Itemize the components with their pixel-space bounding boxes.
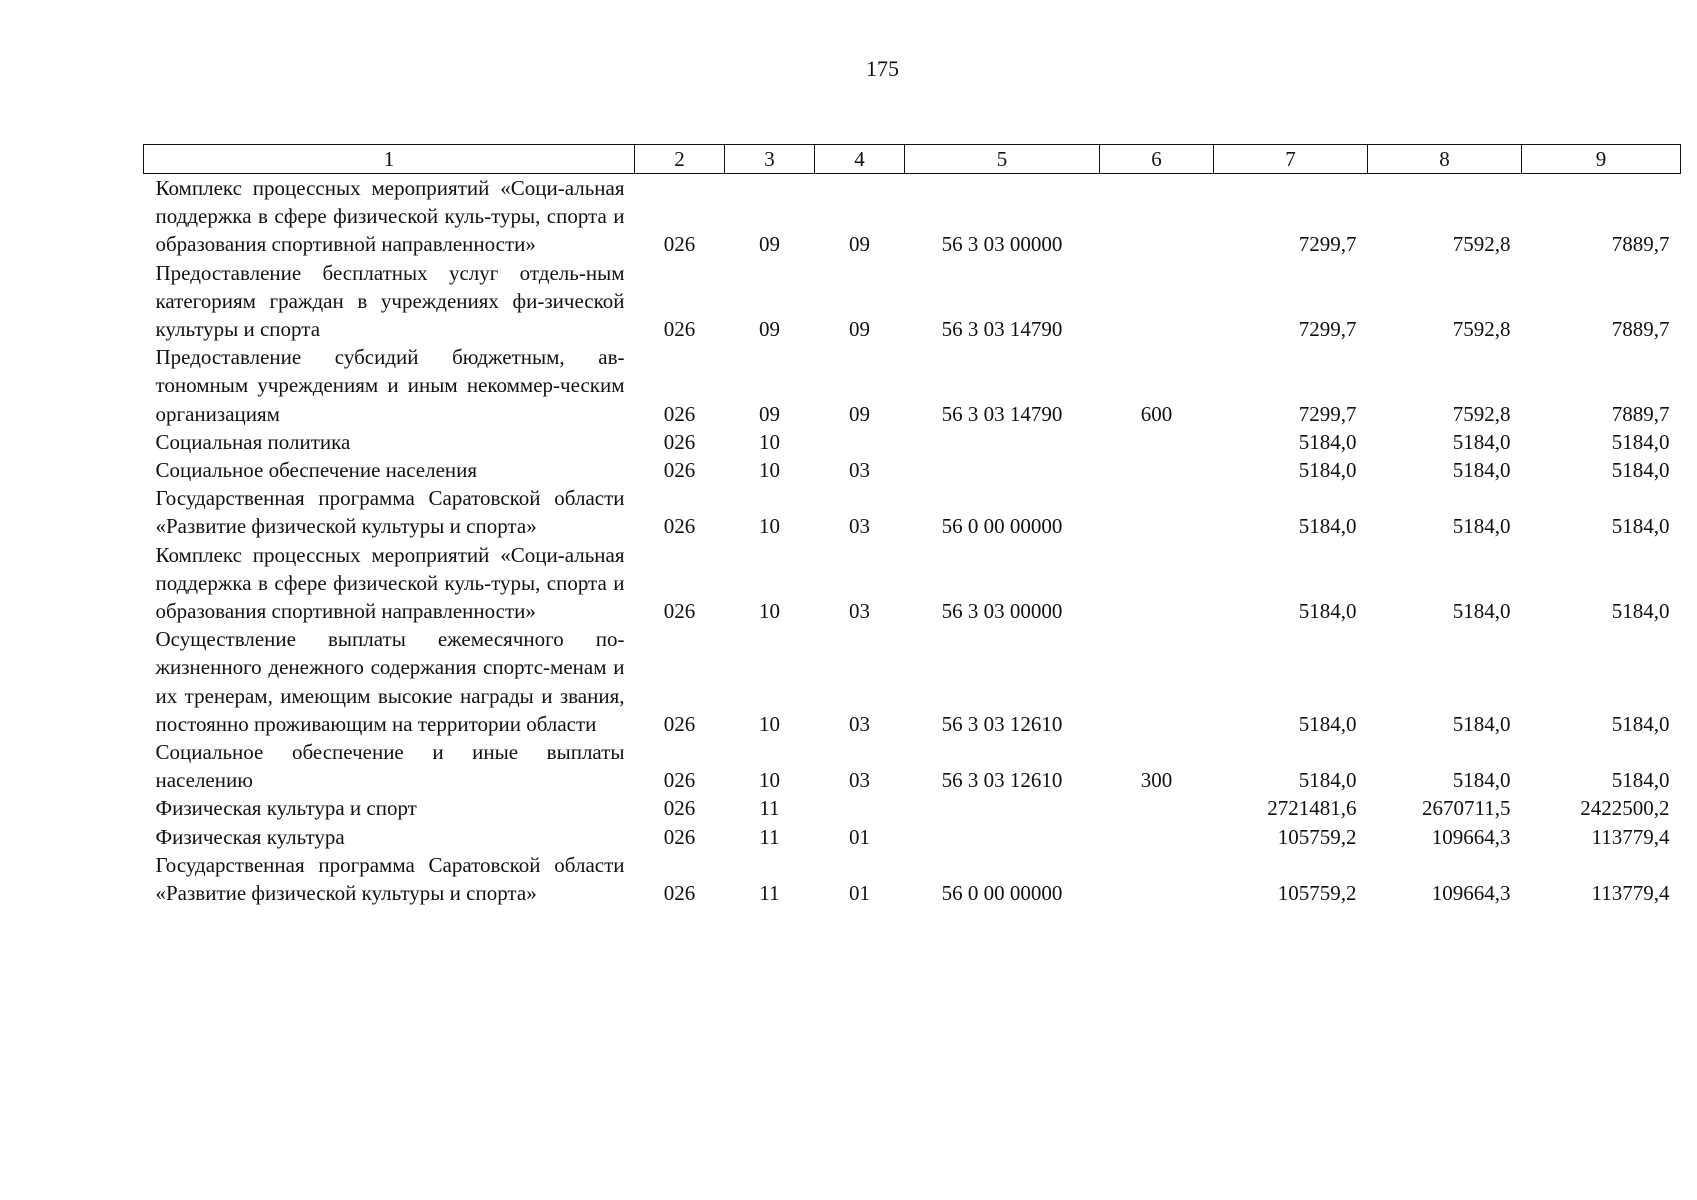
row-subsection: 09	[849, 232, 870, 257]
row-expense-type: 300	[1140, 768, 1173, 793]
row-section: 10	[759, 429, 780, 454]
row-amount-year2: 7592,8	[1452, 401, 1511, 426]
row-expense-type	[1100, 428, 1214, 456]
row-amount-year3: 5184,0	[1611, 429, 1670, 454]
row-expense-type	[1100, 541, 1214, 626]
budget-table	[143, 144, 1681, 907]
row-grbs: 026	[663, 881, 696, 906]
row-name: Государственная программа Саратовской области «Развитие физической культуры и спорта»	[155, 486, 625, 539]
table-row	[144, 625, 1681, 738]
row-grbs: 026	[663, 514, 696, 539]
row-target-article: 56 3 03 12610	[941, 711, 1063, 736]
page-number: 175	[866, 56, 899, 81]
table-row	[144, 174, 1681, 259]
row-amount-year1: 105759,2	[1277, 824, 1357, 849]
row-amount-year3: 5184,0	[1611, 599, 1670, 624]
row-target-article: 56 3 03 12610	[941, 768, 1063, 793]
row-section: 09	[759, 232, 780, 257]
row-expense-type	[1100, 625, 1214, 738]
row-grbs: 026	[663, 429, 696, 454]
table-row	[144, 484, 1681, 540]
row-target-article	[905, 823, 1100, 851]
row-subsection: 09	[849, 401, 870, 426]
row-amount-year3: 113779,4	[1591, 824, 1670, 849]
row-expense-type	[1100, 174, 1214, 259]
row-name: Государственная программа Саратовской области «Развитие физической культуры и спорта»	[155, 852, 625, 906]
row-target-article	[905, 428, 1100, 456]
row-grbs: 026	[663, 824, 696, 849]
row-amount-year2: 7592,8	[1452, 232, 1511, 257]
row-expense-type	[1100, 456, 1214, 484]
row-target-article	[905, 794, 1100, 822]
row-expense-type	[1100, 823, 1214, 851]
header-col-8: 8	[1368, 145, 1522, 174]
header-row	[144, 145, 1681, 174]
row-amount-year3: 5184,0	[1611, 711, 1670, 736]
row-expense-type: 600	[1140, 401, 1173, 426]
header-col-9: 9	[1522, 145, 1681, 174]
header-col-2: 2	[635, 145, 725, 174]
table-header	[144, 145, 1681, 174]
row-amount-year1: 5184,0	[1298, 514, 1357, 539]
row-section: 10	[759, 768, 780, 793]
row-amount-year1: 5184,0	[1298, 768, 1357, 793]
table-row	[144, 428, 1681, 456]
row-grbs: 026	[663, 401, 696, 426]
row-amount-year1: 5184,0	[1298, 429, 1357, 454]
row-amount-year2: 5184,0	[1452, 599, 1511, 624]
header-col-7: 7	[1214, 145, 1368, 174]
row-amount-year2: 5184,0	[1452, 458, 1511, 483]
table-row	[144, 851, 1681, 907]
row-amount-year3: 113779,4	[1591, 881, 1670, 906]
row-amount-year2: 5184,0	[1452, 429, 1511, 454]
row-subsection: 03	[849, 768, 870, 793]
row-amount-year3: 5184,0	[1611, 514, 1670, 539]
row-expense-type	[1100, 484, 1214, 540]
row-grbs: 026	[663, 599, 696, 624]
row-section: 10	[759, 514, 780, 539]
row-section: 10	[759, 599, 780, 624]
row-amount-year3: 7889,7	[1611, 232, 1670, 257]
table-row	[144, 794, 1681, 822]
row-subsection	[815, 428, 905, 456]
header-col-6: 6	[1100, 145, 1214, 174]
row-expense-type	[1100, 794, 1214, 822]
row-expense-type	[1100, 259, 1214, 344]
row-amount-year2: 5184,0	[1452, 768, 1511, 793]
row-amount-year2: 7592,8	[1452, 317, 1511, 342]
row-name: Осуществление выплаты ежемесячного по-жизненного денежного содержания спортс-менам и их тренерам, имеющим высокие награды и звания, постоянно проживающим на территории области	[155, 627, 625, 736]
header-col-1: 1	[144, 145, 635, 174]
row-grbs: 026	[663, 232, 696, 257]
row-amount-year3: 5184,0	[1611, 458, 1670, 483]
row-subsection: 09	[849, 317, 870, 342]
row-grbs: 026	[663, 796, 696, 821]
row-amount-year2: 109664,3	[1431, 824, 1511, 849]
row-amount-year1: 5184,0	[1298, 458, 1357, 483]
table-row	[144, 541, 1681, 626]
table-row	[144, 259, 1681, 344]
row-subsection: 03	[849, 458, 870, 483]
row-target-article: 56 3 03 00000	[941, 599, 1063, 624]
row-subsection: 01	[849, 824, 870, 849]
row-name: Комплекс процессных мероприятий «Соци-альная поддержка в сфере физической куль-туры, спорта и образования спортивной направленности»	[155, 176, 625, 257]
row-subsection: 03	[849, 514, 870, 539]
table-body	[144, 174, 1681, 908]
row-amount-year1: 7299,7	[1298, 401, 1357, 426]
row-name: Социальное обеспечение населения	[155, 458, 478, 483]
row-amount-year3: 7889,7	[1611, 401, 1670, 426]
row-section: 11	[759, 796, 780, 821]
row-amount-year3: 7889,7	[1611, 317, 1670, 342]
row-name: Комплекс процессных мероприятий «Соци-альная поддержка в сфере физической куль-туры, спорта и образования спортивной направленности»	[155, 542, 625, 624]
row-grbs: 026	[663, 458, 696, 483]
row-amount-year2: 109664,3	[1431, 881, 1511, 906]
row-amount-year2: 2670711,5	[1422, 796, 1511, 821]
row-target-article: 56 0 00 00000	[941, 881, 1063, 906]
row-section: 09	[759, 401, 780, 426]
row-target-article	[905, 456, 1100, 484]
row-section: 11	[759, 824, 780, 849]
row-subsection: 03	[849, 711, 870, 736]
row-target-article: 56 0 00 00000	[941, 514, 1063, 539]
row-amount-year1: 2721481,6	[1267, 796, 1357, 821]
row-name: Социальное обеспечение и иные выплаты населению	[155, 740, 625, 793]
table-row	[144, 823, 1681, 851]
row-target-article: 56 3 03 14790	[941, 317, 1063, 342]
table-row	[144, 456, 1681, 484]
row-amount-year2: 5184,0	[1452, 514, 1511, 539]
table-row	[144, 343, 1681, 428]
row-target-article: 56 3 03 00000	[941, 232, 1063, 257]
row-name: Физическая культура	[155, 824, 345, 849]
row-amount-year1: 5184,0	[1298, 599, 1357, 624]
row-name: Предоставление бесплатных услуг отдель-ным категориям граждан в учреждениях фи-зической культуры и спорта	[155, 260, 625, 342]
row-name: Физическая культура и спорт	[155, 796, 417, 821]
row-amount-year3: 2422500,2	[1580, 796, 1670, 821]
header-col-3: 3	[725, 145, 815, 174]
row-subsection: 01	[849, 881, 870, 906]
row-amount-year1: 7299,7	[1298, 317, 1357, 342]
row-subsection: 03	[849, 599, 870, 624]
row-amount-year2: 5184,0	[1452, 711, 1511, 736]
row-section: 10	[759, 458, 780, 483]
row-expense-type	[1100, 851, 1214, 907]
row-name: Социальная политика	[155, 429, 351, 454]
row-amount-year1: 7299,7	[1298, 232, 1357, 257]
row-grbs: 026	[663, 711, 696, 736]
row-section: 10	[759, 711, 780, 736]
row-grbs: 026	[663, 768, 696, 793]
row-amount-year1: 5184,0	[1298, 711, 1357, 736]
row-amount-year3: 5184,0	[1611, 768, 1670, 793]
row-amount-year1: 105759,2	[1277, 881, 1357, 906]
row-name: Предоставление субсидий бюджетным, ав-тономным учреждениям и иным некоммер-ческим организациям	[155, 345, 625, 426]
row-subsection	[815, 794, 905, 822]
header-col-4: 4	[815, 145, 905, 174]
row-target-article: 56 3 03 14790	[941, 401, 1063, 426]
row-section: 11	[759, 881, 780, 906]
header-col-5: 5	[905, 145, 1100, 174]
row-section: 09	[759, 317, 780, 342]
table-row	[144, 738, 1681, 794]
row-grbs: 026	[663, 317, 696, 342]
